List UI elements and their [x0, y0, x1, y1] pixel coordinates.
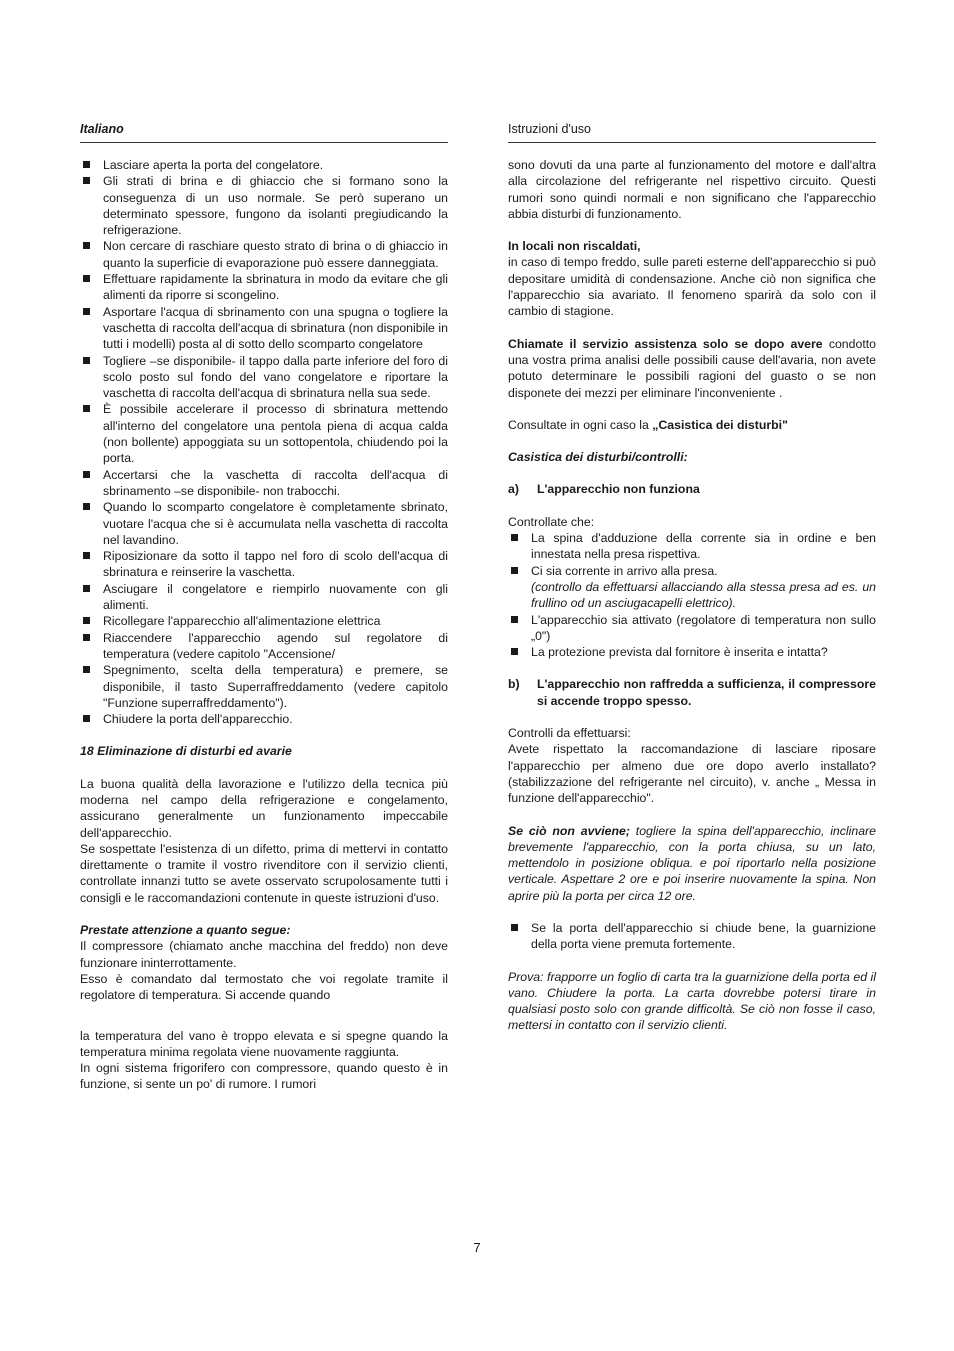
attention-title: Prestate attenzione a quanto segue: — [80, 923, 291, 938]
problem-a-text: L'apparecchio non funziona — [537, 482, 700, 497]
service-text: condotto una vostra prima analisi delle possibili cause dell'avaria, non avete potuto determinare le possibili ragioni del guasto o se non disponete dei mezzi per eliminare l'inconveniente . — [508, 336, 876, 400]
intro-paragraph: La buona qualità della lavorazione e l'utilizzo della tecnica più moderna nel campo della refrigerazione e congelamento, assicurano generalmente un funzionamento impeccabile dell'apparecchio. — [80, 776, 448, 840]
list-item: Gli strati di brina e di ghiaccio che si formano sono la conseguenza di un uso normale. Se però superano un determinato spessore, fungono da isolanti pregiudicando la refrigerazione. — [80, 173, 448, 238]
checks-list — [508, 530, 876, 660]
header-manual-title: Istruzioni d'uso — [508, 122, 591, 136]
problem-a-heading — [508, 481, 876, 497]
noise-paragraph: sono dovuti da una parte al funzionamento del motore e dall'altra alla circolazione del refrigerante nel rispettivo circuito. Questi rumori sono quindi normali e non significano che l'apparecchio abbia disturbi di funzionamento. — [508, 158, 876, 221]
casistica-title: Casistica dei disturbi/controlli: — [508, 450, 688, 465]
check-text: La spina d'adduzione della corrente sia in ordine e ben innestata nella presa rispettiva. — [531, 531, 876, 562]
list-item: Asciugare il congelatore e riempirlo nuovamente con gli alimenti. — [80, 581, 448, 614]
controllate-label: Controllate che: — [508, 514, 595, 529]
list-item — [508, 644, 876, 660]
attention-paragraph-2: Esso è comandato dal termostato che voi regolate tramite il regolatore di temperatura. Si accende quando — [80, 971, 448, 1003]
check-text: La protezione prevista dal fornitore è inserita e intatta? — [531, 645, 828, 660]
problem-b-label: b) — [508, 677, 520, 692]
list-item — [508, 612, 876, 645]
unheated-paragraph: in caso di tempo freddo, sulle pareti esterne dell'apparecchio si può depositare umidità di condensazione. Anche ciò non significa che l'apparecchio sia avariato. Il fenomeno sparirà da solo con il cambio di stagione. — [508, 255, 876, 319]
list-item — [508, 563, 876, 612]
list-item: Quando lo scomparto congelatore è completamente sbrinato, vuotare l'acqua che si è accumulata nella vaschetta di raccolta nel lavandino. — [80, 499, 448, 548]
consult-paragraph — [508, 417, 876, 433]
list-item: Se la porta dell'apparecchio si chiude bene, la guarnizione della porta viene premuta fortemente. — [508, 920, 876, 953]
list-item: Asportare l'acqua di sbrinamento con una spugna o togliere la vaschetta di raccolta dell'acqua di sbrinatura (non disponibile in tutti i modelli) posta al di sotto dello scomparto congelatore — [80, 304, 448, 353]
problem-a-label: a) — [508, 482, 519, 497]
header-rule-right — [508, 142, 876, 143]
unheated-title: In locali non riscaldati, — [508, 239, 641, 254]
list-item: Non cercare di raschiare questo strato di brina o di ghiaccio in quanto la superficie di evaporazione può essere danneggiata. — [80, 238, 448, 271]
list-item: Spegnimento, scelta della temperatura) e premere, se disponibile, il tasto Superraffreddamento (vedere capitolo "Funzione superraffreddamento"). — [80, 662, 448, 711]
list-item: Ricollegare l'apparecchio all'alimentazione elettrica — [80, 613, 448, 629]
prova-paragraph: Prova: frapporre un foglio di carta tra la guarnizione della porta ed il vano. Chiudere la porta. La carta dovrebbe potersi tirare in qualsiasi posto solo con grande difficoltà. Se ciò non fosse il caso, mettersi in contatto con il servizio clienti. — [508, 969, 876, 1033]
right-column — [508, 157, 876, 1034]
attention-paragraph-4: In ogni sistema frigorifero con compressore, quando questo è in funzione, si sente un po' di rumore. I rumori — [80, 1061, 448, 1092]
list-item: Lasciare aperta la porta del congelatore. — [80, 157, 448, 173]
list-item: Riposizionare da sotto il tappo nel foro di scolo dell'acqua di sbrinatura e reinserire la vaschetta. — [80, 548, 448, 581]
list-item: Togliere –se disponibile- il tappo dalla parte inferiore del foro di scolo posto sul fondo del vano congelatore e riportare la vaschetta di raccolta dell'acqua di sbrinatura nella sua sede. — [80, 353, 448, 402]
senon-bold: Se ciò non avviene; — [508, 823, 630, 838]
list-item: Accertarsi che la vaschetta di raccolta dell'acqua di sbrinamento –se disponibile- non trabocchi. — [80, 467, 448, 500]
door-check-list — [508, 920, 876, 953]
controlli-title: Controlli da effettuarsi: — [508, 726, 631, 741]
problem-b-text: L'apparecchio non raffredda a sufficienza, il compressore si accende troppo spesso. — [537, 677, 876, 708]
list-item: Chiudere la porta dell'apparecchio. — [80, 711, 448, 727]
section-title: 18 Eliminazione di disturbi ed avarie — [80, 744, 292, 759]
service-paragraph — [508, 336, 876, 401]
attention-paragraph-3: la temperatura del vano è troppo elevata e si spegne quando la temperatura minima regolata viene nuovamente raggiunta. — [80, 1028, 448, 1059]
attention-paragraph: Il compressore (chiamato anche macchina del freddo) non deve funzionare ininterrottamente. — [80, 939, 448, 970]
left-column — [80, 157, 448, 1093]
senon-paragraph — [508, 823, 876, 904]
check-text: Ci sia corrente in arrivo alla presa. — [531, 563, 718, 578]
defrost-steps-list — [80, 157, 448, 727]
check-text: L'apparecchio sia attivato (regolatore di temperatura non sullo „0") — [531, 612, 876, 643]
intro-paragraph-2: Se sospettate l'esistenza di un difetto, prima di mettervi in contatto direttamente o tramite il vostro rivenditore con il servizio clienti, controllate innanzi tutto se avete osservato scrupolosamente tutti i consigli e le raccomandazioni contenute in queste istruzioni d'uso. — [80, 841, 448, 905]
consult-bold: „Casistica dei disturbi" — [652, 417, 788, 432]
problem-b-heading — [508, 676, 876, 709]
header-rule-left — [80, 142, 448, 143]
controlli-paragraph: Avete rispettato la raccomandazione di lasciare riposare l'apparecchio per almeno due ore dopo averlo installato? (stabilizzazione del refrigerante nel circuito), v. anche „ Messa in funzione dell'apparecchio". — [508, 742, 876, 806]
service-bold: Chiamate il servizio assistenza solo se dopo avere — [508, 336, 823, 351]
senon-text: togliere la spina dell'apparecchio, inclinare brevemente l'apparecchio, con la porta chiusa, su un lato, mettendolo in posizione obliqua. e poi riportarlo nella posizione verticale. Aspettare 2 ore e poi inserire nuovamente la spina. Non aprire più la porta per circa 12 ore. — [508, 823, 876, 903]
page-number: 7 — [473, 1240, 481, 1255]
list-item — [508, 530, 876, 563]
list-item: Effettuare rapidamente la sbrinatura in modo da evitare che gli alimenti da riporre si scongelino. — [80, 271, 448, 304]
check-note: (controllo da effettuarsi allacciando alla stessa presa ad es. un frullino od un asciugacapelli elettrico). — [531, 579, 876, 611]
list-item: Riaccendere l'apparecchio agendo sul regolatore di temperatura (vedere capitolo "Accensione/ — [80, 630, 448, 663]
consult-text: Consultate in ogni caso la — [508, 417, 653, 432]
list-item: È possibile accelerare il processo di sbrinatura mettendo all'interno del congelatore una pentola piena di acqua calda (non bollente) appoggiata su un sottopentola, chiudendo poi la porta. — [80, 401, 448, 466]
header-language: Italiano — [80, 122, 124, 136]
